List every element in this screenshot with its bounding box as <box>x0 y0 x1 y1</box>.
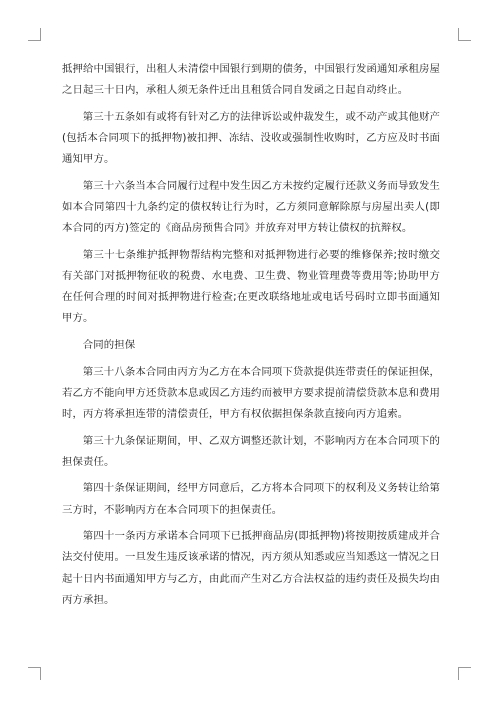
paragraph-article-39: 第三十九条保证期间，甲、乙双方调整还款计划，不影响丙方在本合同项下的担保责任。 <box>62 434 440 468</box>
paragraph-article-40: 第四十条保证期间，经甲方同意后，乙方将本合同项下的权利及义务转让给第三方时，不影响丙方在本合同项下的担保责任。 <box>62 482 440 516</box>
paragraph-article-41: 第四十一条丙方承诺本合同项下已抵押商品房(即抵押物)将按期按质建成并合法交付使用。一旦发生违反该承诺的情况，丙方须从知悉或应当知悉这一情况之日起十日内书面通知甲方与乙方，由此而产生对乙方合法权益的违约责任及损失均由丙方承担。 <box>62 530 440 606</box>
section-heading-guarantee: 合同的担保 <box>82 339 136 351</box>
crop-mark-bottom-left <box>28 667 41 680</box>
crop-mark-top-left <box>28 28 41 41</box>
paragraph-continuation: 抵押给中国银行，出租人未清偿中国银行到期的债务，中国银行发函通知承租房屋之日起三十日内，承租人须无条件迁出且租赁合同自发函之日起自动终止。 <box>62 63 440 97</box>
crop-mark-bottom-right <box>458 667 471 680</box>
document-body <box>62 59 440 616</box>
paragraph-article-37: 第三十七条维护抵押物帮结构完整和对抵押物进行必要的维修保养;按时缴交有关部门对抵押物征收的税费、水电费、卫生费、物业管理费等费用等;协助甲方在任何合理的时间对抵押物进行检查;在更改联络地址或电话号码时立即书面通知甲方。 <box>62 248 440 325</box>
paragraph-article-38: 第三十八条本合同由丙方为乙方在本合同项下贷款提供连带责任的保证担保，若乙方不能向甲方还贷款本息或因乙方违约而被甲方要求提前清偿贷款本息和费用时，丙方将承担连带的清偿责任，甲方有权依据担保条款直接向丙方追索。 <box>62 365 440 420</box>
crop-mark-top-right <box>458 28 471 41</box>
paragraph-article-35: 第三十五条如有或将有针对乙方的法律诉讼或仲裁发生，或不动产或其他财产(包括本合同项下的抵押物)被扣押、冻结、没收或强制性收购时，乙方应及时书面通知甲方。 <box>62 110 440 166</box>
paragraph-article-36: 第三十六条当本合同履行过程中发生因乙方未按约定履行还款义务而导致发生如本合同第四十九条约定的债权转让行为时，乙方须同意解除原与房屋出卖人(即本合同的丙方)签定的《商品房预售合同》并放弃对甲方转让债权的抗辩权。 <box>62 179 440 235</box>
